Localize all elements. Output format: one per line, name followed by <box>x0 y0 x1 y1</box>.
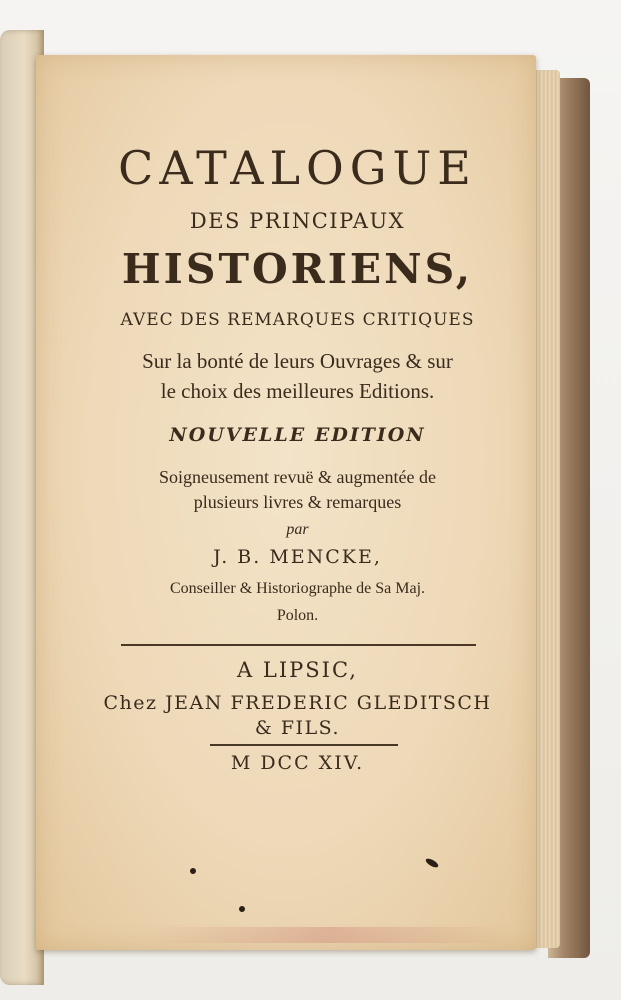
ink-spot <box>239 906 245 912</box>
publisher-line-1: Chez JEAN FREDERIC GLEDITSCH <box>103 692 492 714</box>
subtitle-line-2: HISTORIENS, <box>121 245 474 293</box>
divider-rule-short <box>210 744 398 746</box>
edition-label: NOUVELLE EDITION <box>169 424 426 446</box>
description-line-1: Sur la bonté de leurs Ouvrages & sur <box>142 349 453 373</box>
publication-date: M DCC XIV. <box>230 752 365 774</box>
publisher-line-2: & FILS. <box>254 717 341 739</box>
divider-rule <box>121 644 476 646</box>
by-label: par <box>286 521 309 538</box>
ink-spot <box>190 868 196 874</box>
place-of-publication: A LIPSIC, <box>237 658 358 682</box>
subtitle-line-3: AVEC DES REMARQUES CRITIQUES <box>120 310 475 330</box>
author-role-line-2: Polon. <box>276 607 319 624</box>
book-title: CATALOGUE <box>118 141 477 195</box>
author-name: J. B. MENCKE, <box>213 546 382 568</box>
description-line-2: le choix des meilleures Editions. <box>160 379 435 403</box>
page-stain <box>150 927 510 943</box>
subtitle-line-1: DES PRINCIPAUX <box>189 209 406 233</box>
revision-line-2: plusieurs livres & remarques <box>193 492 402 512</box>
author-role-line-1: Conseiller & Historiographe de Sa Maj. <box>169 580 426 597</box>
revision-line-1: Soigneusement revuë & augmentée de <box>159 467 436 487</box>
